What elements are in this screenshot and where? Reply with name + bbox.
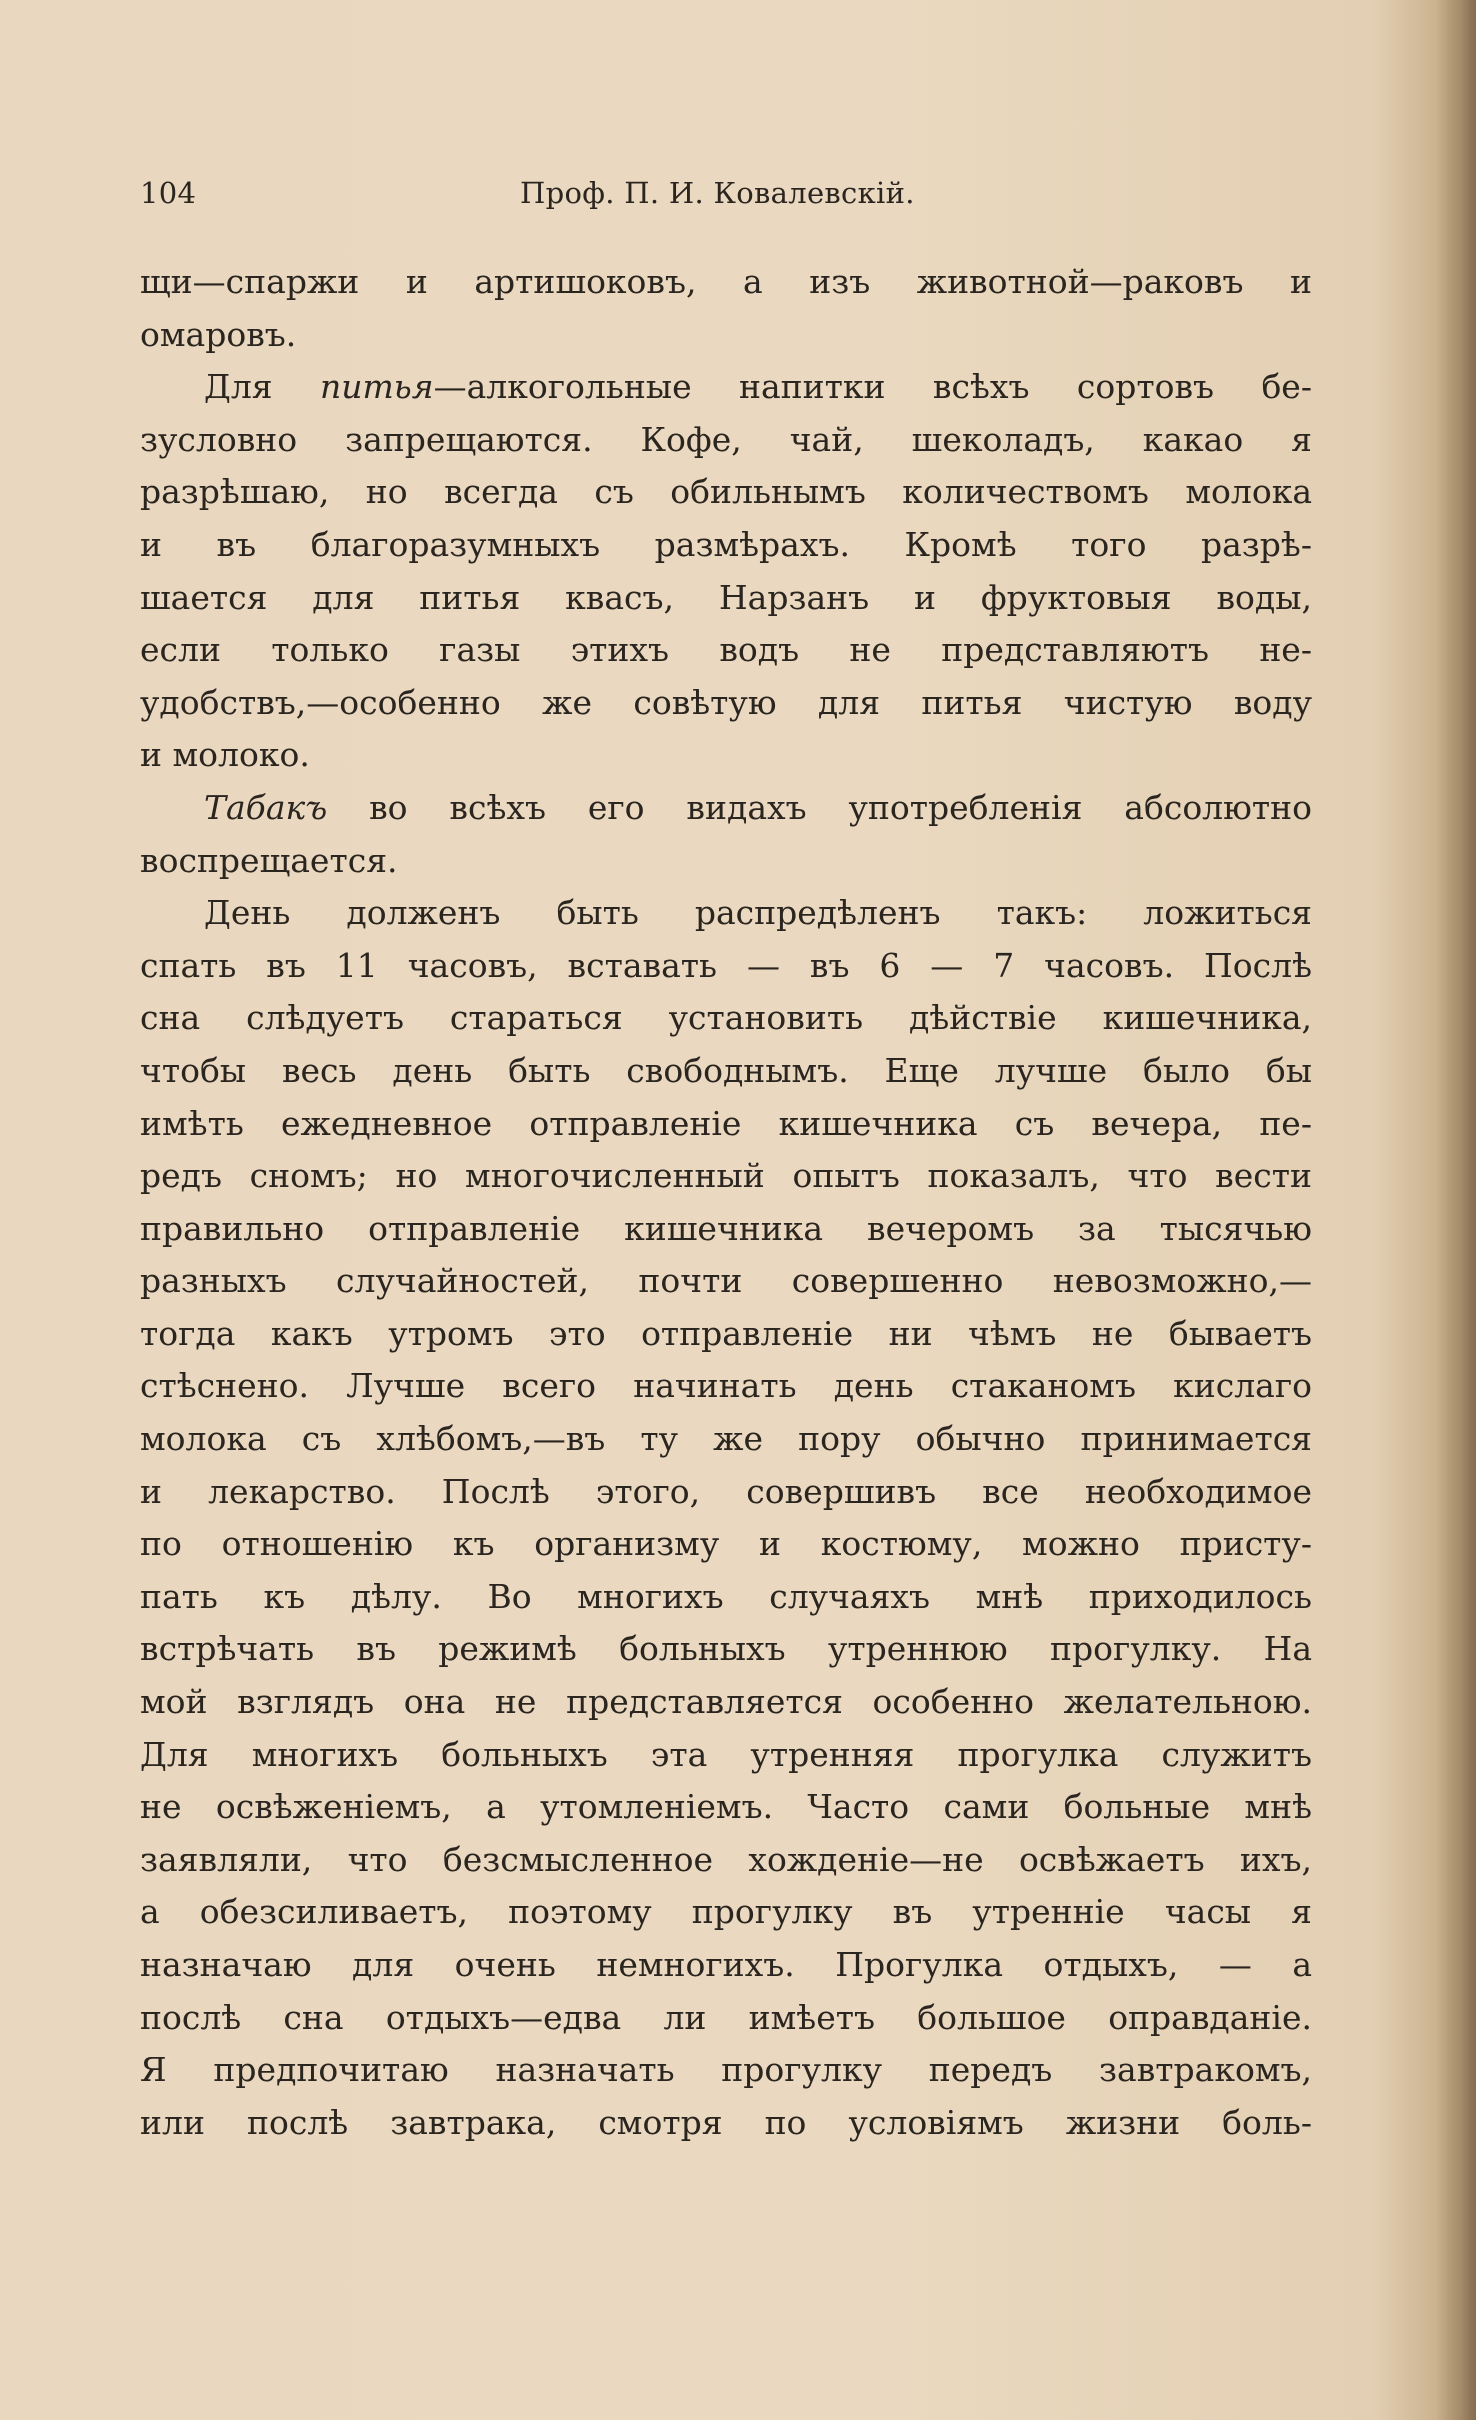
text-segment: разрѣшаю, но всегда съ обильнымъ количествомъ молока bbox=[140, 472, 1312, 512]
text-line bbox=[140, 2097, 1312, 2150]
text-segment: послѣ сна отдыхъ—едва ли имѣетъ большое оправданіе. bbox=[140, 1997, 1312, 2037]
page-header bbox=[140, 176, 1310, 216]
text-line bbox=[140, 1255, 1312, 1308]
text-line bbox=[140, 729, 1312, 782]
text-line bbox=[140, 992, 1312, 1045]
text-line bbox=[140, 309, 1312, 362]
text-line bbox=[140, 1939, 1312, 1992]
text-line bbox=[140, 256, 1312, 309]
page-number: 104 bbox=[140, 176, 197, 210]
text-segment: заявляли, что безсмысленное хожденіе—не освѣжаетъ ихъ, bbox=[140, 1839, 1312, 1879]
text-line bbox=[140, 835, 1312, 888]
text-line bbox=[140, 519, 1312, 572]
text-segment: омаровъ. bbox=[140, 314, 297, 354]
text-segment: назначаю для очень немногихъ. Прогулка отдыхъ, — а bbox=[140, 1945, 1312, 1984]
text-segment: разныхъ случайностей, почти совершенно невозможно,— bbox=[140, 1261, 1312, 1301]
text-line bbox=[140, 1781, 1312, 1834]
text-segment: —алкогольные напитки всѣхъ сортовъ бе- bbox=[433, 367, 1312, 407]
text-line bbox=[140, 1886, 1312, 1939]
text-line bbox=[140, 572, 1312, 625]
text-line bbox=[140, 414, 1312, 467]
text-line bbox=[140, 1045, 1312, 1098]
text-line bbox=[140, 361, 1312, 414]
text-segment: удобствъ,—особенно же совѣтую для питья чистую воду bbox=[140, 682, 1312, 722]
text-segment: во всѣхъ его видахъ употребленія абсолютно bbox=[327, 787, 1312, 827]
text-segment: мой взглядъ она не представляется особенно желательною. bbox=[140, 1682, 1312, 1722]
body-text bbox=[140, 256, 1312, 2149]
text-line bbox=[140, 1466, 1312, 1519]
text-line bbox=[140, 1360, 1312, 1413]
text-segment: встрѣчать въ режимѣ больныхъ утреннюю прогулку. На bbox=[140, 1629, 1312, 1669]
text-segment: стѣснено. Лучше всего начинать день стаканомъ кислаго bbox=[140, 1366, 1312, 1406]
text-segment: и въ благоразумныхъ размѣрахъ. Кромѣ того разрѣ- bbox=[140, 524, 1312, 564]
text-line bbox=[140, 940, 1312, 993]
text-segment: Для многихъ больныхъ эта утренняя прогулка служитъ bbox=[140, 1734, 1312, 1774]
text-segment: а обезсиливаетъ, поэтому прогулку въ утренніе часы я bbox=[140, 1892, 1312, 1932]
text-segment: шается для питья квасъ, Нарзанъ и фруктовыя воды, bbox=[140, 577, 1312, 617]
text-segment: по отношенію къ организму и костюму, можно присту- bbox=[140, 1524, 1312, 1564]
text-line bbox=[140, 2044, 1312, 2097]
text-segment: или послѣ завтрака, смотря по условіямъ жизни боль- bbox=[140, 2102, 1312, 2142]
text-line bbox=[140, 1413, 1312, 1466]
text-segment: не освѣженіемъ, а утомленіемъ. Часто сами больные мнѣ bbox=[140, 1787, 1312, 1827]
text-line bbox=[140, 1623, 1312, 1676]
text-segment: и лекарство. Послѣ этого, совершивъ все необходимое bbox=[140, 1471, 1312, 1511]
text-line bbox=[140, 1834, 1312, 1887]
text-line bbox=[140, 624, 1312, 677]
text-segment: воспрещается. bbox=[140, 840, 398, 880]
text-line bbox=[140, 1729, 1312, 1782]
text-line bbox=[140, 1203, 1312, 1256]
text-line bbox=[140, 1992, 1312, 2045]
text-segment: спать въ 11 часовъ, вставать — въ 6 — 7 часовъ. Послѣ bbox=[140, 945, 1312, 985]
text-segment: редъ сномъ; но многочисленный опытъ показалъ, что вести bbox=[140, 1156, 1312, 1196]
text-segment: чтобы весь день быть свободнымъ. Еще лучше было бы bbox=[140, 1050, 1312, 1090]
text-line bbox=[140, 466, 1312, 519]
text-segment: тогда какъ утромъ это отправленіе ни чѣмъ не бываетъ bbox=[140, 1313, 1312, 1353]
text-line bbox=[140, 1571, 1312, 1624]
text-segment: молока съ хлѣбомъ,—въ ту же пору обычно принимается bbox=[140, 1419, 1312, 1459]
text-segment: щи—спаржи и артишоковъ, а изъ животной—раковъ и bbox=[140, 262, 1312, 301]
text-line bbox=[140, 887, 1312, 940]
text-segment: имѣть ежедневное отправленіе кишечника съ вечера, пе- bbox=[140, 1103, 1312, 1143]
text-line bbox=[140, 1676, 1312, 1729]
text-segment: правильно отправленіе кишечника вечеромъ за тысячью bbox=[140, 1208, 1312, 1248]
text-segment: Для bbox=[204, 367, 320, 407]
italic-term: питья bbox=[320, 367, 434, 407]
text-line bbox=[140, 782, 1312, 835]
text-line bbox=[140, 1308, 1312, 1361]
text-line bbox=[140, 677, 1312, 730]
text-line bbox=[140, 1518, 1312, 1571]
page-binding-edge bbox=[1436, 0, 1476, 2420]
text-segment: пать къ дѣлу. Во многихъ случаяхъ мнѣ приходилось bbox=[140, 1576, 1312, 1616]
running-title: Проф. П. И. Ковалевскій. bbox=[520, 176, 915, 210]
text-line bbox=[140, 1150, 1312, 1203]
text-segment: сна слѣдуетъ стараться установить дѣйствіе кишечника, bbox=[140, 998, 1312, 1038]
text-segment: зусловно запрещаются. Кофе, чай, шеколадъ, какао я bbox=[140, 419, 1312, 459]
text-segment: День долженъ быть распредѣленъ такъ: ложиться bbox=[204, 893, 1312, 933]
text-segment: если только газы этихъ водъ не представляютъ не- bbox=[140, 630, 1312, 670]
text-line bbox=[140, 1098, 1312, 1151]
italic-term: Табакъ bbox=[204, 787, 328, 827]
text-segment: и молоко. bbox=[140, 735, 310, 775]
text-segment: Я предпочитаю назначать прогулку передъ завтракомъ, bbox=[140, 2050, 1312, 2090]
